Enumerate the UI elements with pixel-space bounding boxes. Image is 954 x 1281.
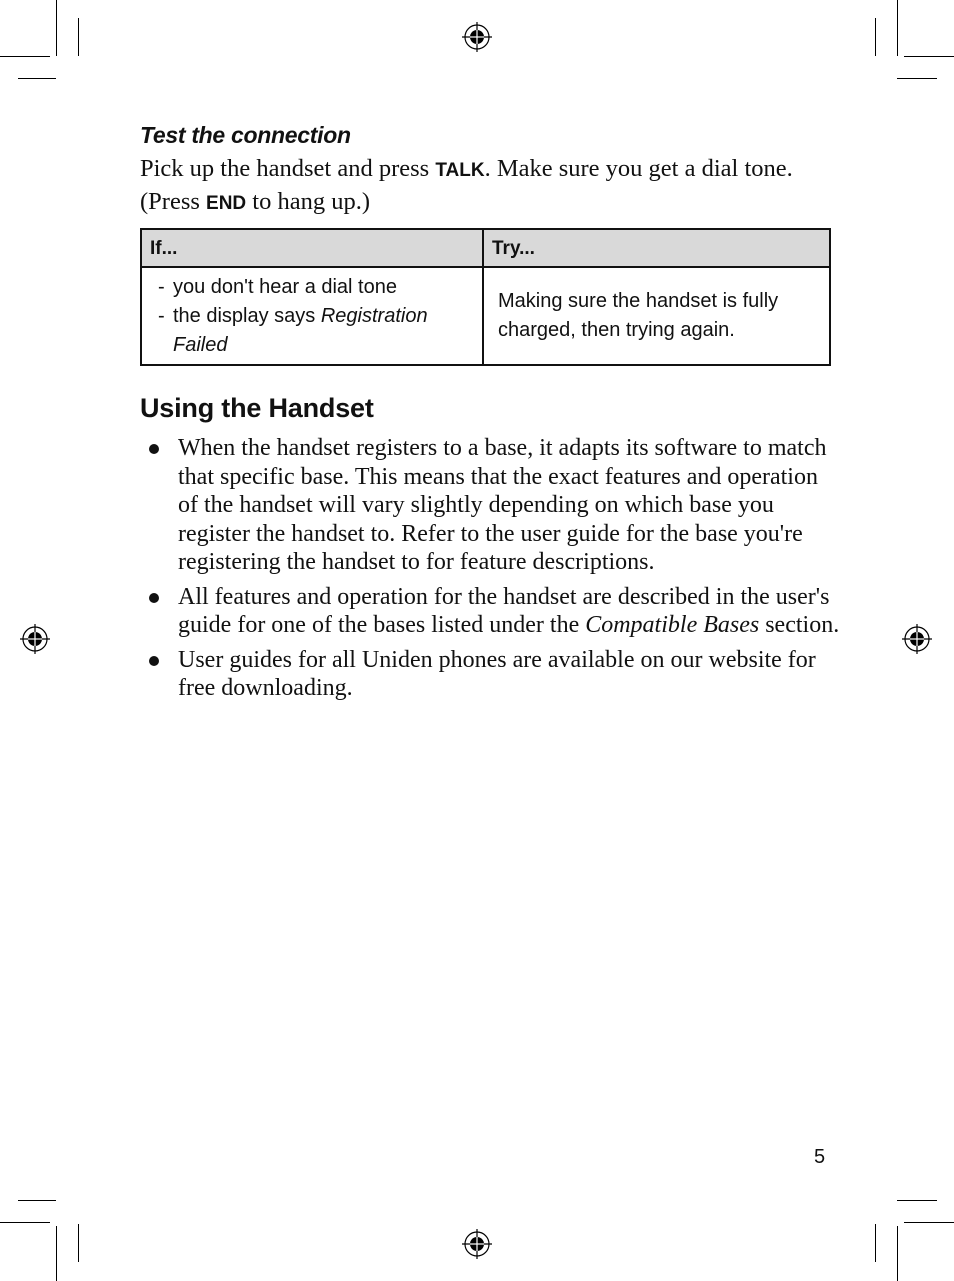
display-message: Registration Failed	[173, 304, 428, 356]
bullet-icon	[149, 656, 159, 666]
crop-mark	[56, 0, 57, 56]
instruction-text: to hang up.)	[246, 188, 370, 215]
condition-text: you don't hear a dial tone	[173, 275, 397, 298]
talk-key-label: TALK	[435, 160, 485, 181]
bullet-text: All features and operation for the handset are described in the user's guide for one of the bases listed under the	[178, 583, 830, 638]
crop-mark	[904, 1222, 954, 1223]
crop-mark	[18, 1200, 56, 1201]
bullet-icon	[149, 444, 159, 454]
list-item	[140, 583, 840, 640]
crop-mark	[897, 78, 937, 79]
table-header-row	[141, 229, 830, 267]
crop-mark	[897, 1200, 937, 1201]
column-header-if: If...	[141, 229, 483, 267]
test-connection-heading: Test the connection	[140, 122, 351, 148]
registration-mark-icon	[20, 624, 50, 654]
bullet-text: User guides for all Uniden phones are available on our website for free downloading.	[178, 646, 816, 701]
list-item	[140, 434, 840, 577]
condition-list	[156, 273, 470, 360]
condition-text: the display says	[173, 304, 321, 327]
crop-mark	[897, 1226, 898, 1281]
page-number: 5	[814, 1146, 826, 1168]
column-header-try: Try...	[483, 229, 830, 267]
condition-item	[156, 302, 470, 360]
crop-mark	[56, 1226, 57, 1281]
end-key-label: END	[206, 193, 247, 214]
crop-mark	[78, 1224, 79, 1262]
remedy-cell: Making sure the handset is fully charged, then trying again.	[483, 267, 830, 365]
crop-mark	[904, 56, 954, 57]
bullet-icon	[149, 593, 159, 603]
troubleshooting-table	[140, 228, 831, 366]
compatible-bases-reference: Compatible Bases	[585, 612, 760, 638]
section-title: Using the Handset	[140, 393, 374, 423]
instruction-text: . Make sure you get a dial tone. (Press	[140, 155, 793, 215]
crop-mark	[0, 56, 50, 57]
condition-cell	[141, 267, 483, 365]
crop-mark	[897, 0, 898, 56]
bullet-text: When the handset registers to a base, it adapts its software to match that specific base. This means that the exact features and operation of the handset will vary slightly depending on which base you register the handset to. Refer to the user guide for the base you're registering the handset to for feature descriptions.	[178, 435, 827, 575]
bullet-list	[140, 434, 840, 709]
condition-item	[156, 273, 470, 302]
list-item	[140, 646, 840, 703]
crop-mark	[875, 18, 876, 56]
registration-mark-icon	[462, 1229, 492, 1259]
crop-mark	[78, 18, 79, 56]
registration-mark-icon	[462, 22, 492, 52]
instruction-text: Pick up the handset and press	[140, 155, 436, 182]
table-row	[141, 267, 830, 365]
crop-mark	[18, 78, 56, 79]
registration-mark-icon	[902, 624, 932, 654]
test-connection-instructions	[140, 153, 830, 219]
crop-mark	[0, 1222, 50, 1223]
crop-mark	[875, 1224, 876, 1262]
bullet-text: section.	[759, 612, 840, 638]
